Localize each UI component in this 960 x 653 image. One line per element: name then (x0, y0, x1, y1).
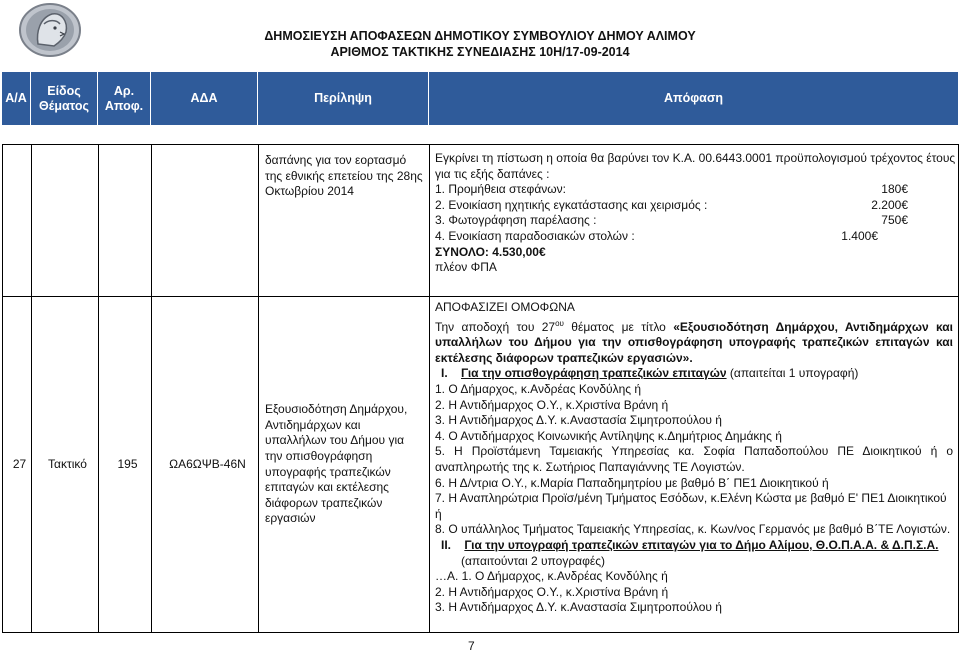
row-apofasi: ΑΠΟΦΑΣΙΖΕΙ ΟΜΟΦΩΝΑ Την αποδοχή του $27^{o\upsilon}$ θέματος με τίτλο «Εξουσιοδότηση Δημάρχου, Αντιδημάρχων και υπαλλήλων του Δήμου για την οπισθογράφηση υπογραφής τραπεζικών επιταγών και εκτέλεσης διάφορων τραπεζικών εργασιών». I. Για την οπισθογράφηση τραπεζικών επιταγών (απαιτείται 1 υπογραφή) 1. Ο Δήμαρχος, κ.Ανδρέας Κονδύλης ή 2. Η Αντιδήμαρχος Ο.Υ., κ.Χριστίνα Βράνη ή 3. Η Αντιδήμαρχος Δ.Υ. κ.Αναστασία Σιμητροπούλου ή 4. Ο Αντιδήμαρχος Κοινωνικής Αντίληψης κ.Δημήτριος Δημάκης ή 5. Η Προϊστάμενη Ταμειακής Υπηρεσίας κα. Σοφία Παπαδοπούλου ΠΕ Διοικητικού ή ο αναπληρωτής της κ. Σωτήριος Παπαγιάννης ΤΕ Λογιστών. 6. Η Δ/ντρια Ο.Υ., κ.Μαρία Παπαδημητρίου με βαθμό Β΄ ΠΕ1 Διοικητικού ή 7. Η Αναπληρώτρια Προϊσ/μένη Τμήματος Εσόδων, κ.Ελένη Κώστα με βαθμό Ε' ΠΕ1 Διοικητικού ή 8. Ο υπάλληλος Τμήματος Ταμειακής Υπηρεσίας, κ. Κων/νος Γερμανός με βαθμό Β΄ΤΕ Λογιστών. II. Για την υπογραφή τραπεζικών επιταγών για το Δήμο Αλίμου, Θ.Ο.Π.Α.Α. & Δ.Π.Σ.Α. (απαιτούνται 2 υπογραφές) …Α. 1. Ο Δήμαρχος, κ.Ανδρέας Κονδύλης ή 2. Η Αντιδήμαρχος Ο.Υ., κ.Χριστίνα Βράνη ή 3. Η Αντιδήμαρχος Δ.Υ. κ.Αναστασία Σιμητροπούλου ή (430, 297, 959, 633)
row-eidos: Τακτικό (32, 297, 99, 633)
row-perilipsi: δαπάνης για τον εορτασμό της εθνικής επετείου της 28ης Οκτωβρίου 2014 (259, 145, 430, 297)
title-line-2: ΑΡΙΘΜΟΣ ΤΑΚΤΙΚΗΣ ΣΥΝΕΔΙΑΣΗΣ 10Η/17-09-2014 (330, 45, 630, 59)
table-header (2, 72, 958, 125)
header-aa: Α/Α (2, 72, 31, 125)
page-number: 7 (468, 639, 475, 653)
row-ada: ΩΑ6ΩΨΒ-46Ν (152, 297, 259, 633)
table-row (3, 297, 959, 633)
decisions-table (2, 144, 959, 633)
row-aa: 27 (3, 297, 32, 633)
header-ada: ΑΔΑ (151, 72, 258, 125)
header-ar: Αρ. Αποφ. (98, 72, 151, 125)
table-row (3, 145, 959, 297)
row-perilipsi: Εξουσιοδότηση Δημάρχου, Αντιδημάρχων και υπαλλήλων του Δήμου για την οπισθογράφηση υπογραφής τραπεζικών επιταγών και εκτέλεσης διάφορων τραπεζικών εργασιών (259, 297, 430, 633)
title-line-1: ΔΗΜΟΣΙΕΥΣΗ ΑΠΟΦΑΣΕΩΝ ΔΗΜΟΤΙΚΟΥ ΣΥΜΒΟΥΛΙΟΥ ΔΗΜΟΥ ΑΛΙΜΟΥ (264, 29, 696, 43)
row-ar: 195 (99, 297, 152, 633)
document-title (0, 28, 960, 60)
row-apofasi: Εγκρίνει τη πίστωση η οποία θα βαρύνει τον Κ.Α. 00.6443.0001 προϋπολογισμού τρέχοντος έτους για τις εξής δαπάνες : 1. Προμήθεια στεφάνων: 180€ 2. Ενοικίαση ηχητικής εγκατάστασης και χειρισμός : 2.200€ 3. Φωτογράφηση παρέλασης : 750€ 4. Ενοικίαση παραδοσιακών στολών : 1.400€ ΣΥΝΟΛΟ: 4.530,00€ πλέον ΦΠΑ (430, 145, 959, 297)
header-eidos: Είδος Θέματος (31, 72, 98, 125)
header-apofasi: Απόφαση (663, 91, 724, 105)
header-perilipsi: Περίληψη (258, 72, 429, 125)
